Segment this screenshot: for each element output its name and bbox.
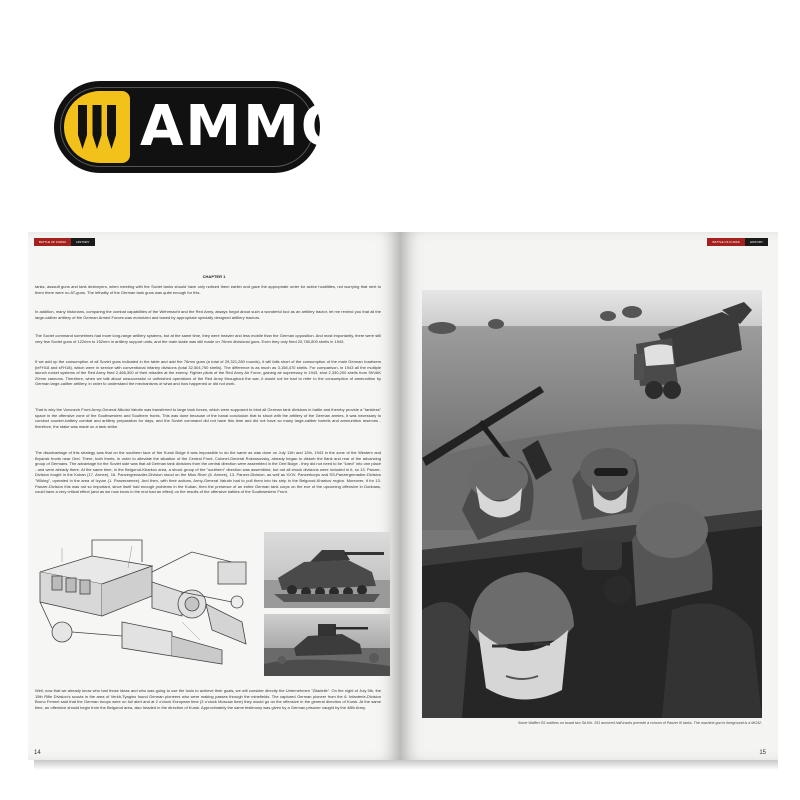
engine-diagram: [32, 532, 258, 672]
tank-photo-bottom: [264, 614, 390, 676]
right-page: [400, 232, 778, 760]
page-number: 15: [759, 750, 766, 756]
paragraph: tanks, assault guns and tank destroyers, when meeting with the Soviet tanks should have only noticed them earlier and gave the appropriate order for active hostilities, not worrying that next to them there were no AT-guns. The lethality of the German tank guns was quite enough for this.: [35, 284, 381, 295]
book-shadow: [34, 760, 778, 770]
tab-history: HISTORY: [745, 238, 768, 246]
tab-battle: BATTLE OF KURSK: [34, 238, 71, 246]
tab-history: HISTORY: [71, 238, 94, 246]
page-number: 14: [34, 750, 41, 756]
photo-caption: Some Waffen SS soldiers on board two Sd.Kfz. 251 armored half-tracks precede a column of Panzer III tanks. The machine gun in foreground is a MG42.: [517, 721, 762, 725]
paragraph: Well, now that we already know who had those ideas and who was going to use the tools to achieve their goals, we will consider directly the Unternehmen "Zitadelle". On the night of July 5th, the 15th Rifle Division's scouts in the area of Verkh-Tyagino found German pioneers who were making passes through the minefields. The captured German pioneer from the 6. Infanterie-Division Bruno Fermel said that the German troops were on full alert and at 2 o'clock European time (3 o'clock Moscow time) they would go on the offensive in the general direction of Kursk. At the same time, an offensive should begin from the Belgorod area, also headed in the direction of Kursk. Approximately the same testimony was given by a German prisoner caught by the 48th Army.: [35, 688, 381, 710]
paragraph: The Soviet command sometimes had more long-range artillery systems, but at the same time, they were heavier and less mobile than the German opposition. And most importantly, there were still very few Soviet guns of 122mm to 152mm in artillery support units, and the main stake was still made on 76mm divisional guns. Even they only fired 20,780,800 shells in 1943.: [35, 333, 381, 344]
paragraph: In addition, many historians, comparing the combat capabilities of the Wehrmacht and the Red Army, always forgot about such a wonderful tool as an artillery tractor, let me remind you that all the large-caliber artillery of the German Armed Forces was motorized and towed by appropriate specially designed artillery tractors.: [35, 309, 381, 320]
paragraph: The disadvantage of this strategy was that on the southern face of the Kursk Bulge it was impossible to do the same as was done on July 11th and 12th, 1943 in the zone of the Western and Bryansk fronts near Orel. There, both fronts, in order to alleviate the situation of the Central Front, Colonel-General Rokossovsky, already began to disturb the flank and rear of the advancing group of Germans. The advantage for the Soviet side was that all German tank divisions from the central direction were assembled in the Orel Bulge - they did not need to be "lured" into one place - and were already there. At the same time, in the Belgorod-Kharkov area, a shock group of the "southern" direction was assembled, but not all shock divisions were included in it, so 13. Panzer-Division fought in the Kuban (17. Armee), 16. Panzergrenadier-Division stood on the Mius River (6. Armee), 13. Panzer-Division, as well as XXIV. Panzerkorps and SS-Panzergrenadier-Division "Wiking", operated in the area of Izyum (1. Panzerarmee). And then, with their actions, Army-General Vatutin had to pull them into his strip in the Belgorod-Kharkov region. Moreover, if for 13. Panzer-Division this was not so important, since itself had enough problems in the Kuban, then the presence of an entire German tank corps on the eve of the upcoming offensive in Donbass, could have a very critical effect (and as we now know in the end had an effect) on the results of the offensive battles of the Southwestern Front.: [35, 450, 381, 495]
paragraph: That is why the Voronezh Front Army-General Nikolai Vatutin was transferred to large tank forces, which were supposed to bind all German tank divisions in battle and thereby provide a "tankless" space in the offensive zone of the Southwestern and Southern fronts. This was done because of the banal conclusion that to shoot with the artillery of the German armies, it was necessary to conduct counter-battery combat and artillery preparation for days, and the Soviet command did not have this time and did not have so many large-caliber barrels and ammunition reserves - therefore, the stake was made on a tank strike.: [35, 407, 381, 429]
ammo-emblem-icon: [64, 91, 130, 163]
tank-photo-top: [264, 532, 390, 608]
logo-wordmark: AMMO: [140, 94, 351, 159]
ammo-logo: [54, 81, 351, 173]
section-tabs: [707, 238, 768, 246]
tab-battle: BATTLE OF KURSK: [707, 238, 744, 246]
paragraph: If we add up the consumption of all Soviet guns indicated in the table and add the 76mm guns (a total of 29,321,280 rounds), it will falls short of the consumption of the main German howitzers (leFH18 and sFH18), which were in service with conventional infantry divisions (total 32,504,750 shells). The difference is as much as 3,158,470 shells. For comparison, in 1943 all the multiple launch rocket systems of the Red Army fired 2,466,300 of their missiles at the enemy. Fighter pilots of the Red Army Air Force, gaining air supremacy in 1943, shot 2,330,200 shells from ShVAK 20mm cannons. Therefore, when we talk about unsuccessful or unfinished operations of the Red Army throughout the war, it would not be bad to refer to the consumption of ammunition by German large-caliber artillery, in order to understand the mechanisms of what and how happened or did not work.: [35, 359, 381, 387]
left-page: [28, 232, 400, 760]
soldiers-halftrack-photo: [422, 290, 762, 718]
chapter-heading: CHAPTER 1: [202, 274, 226, 279]
section-tabs: [34, 238, 95, 246]
open-book: [28, 232, 780, 772]
